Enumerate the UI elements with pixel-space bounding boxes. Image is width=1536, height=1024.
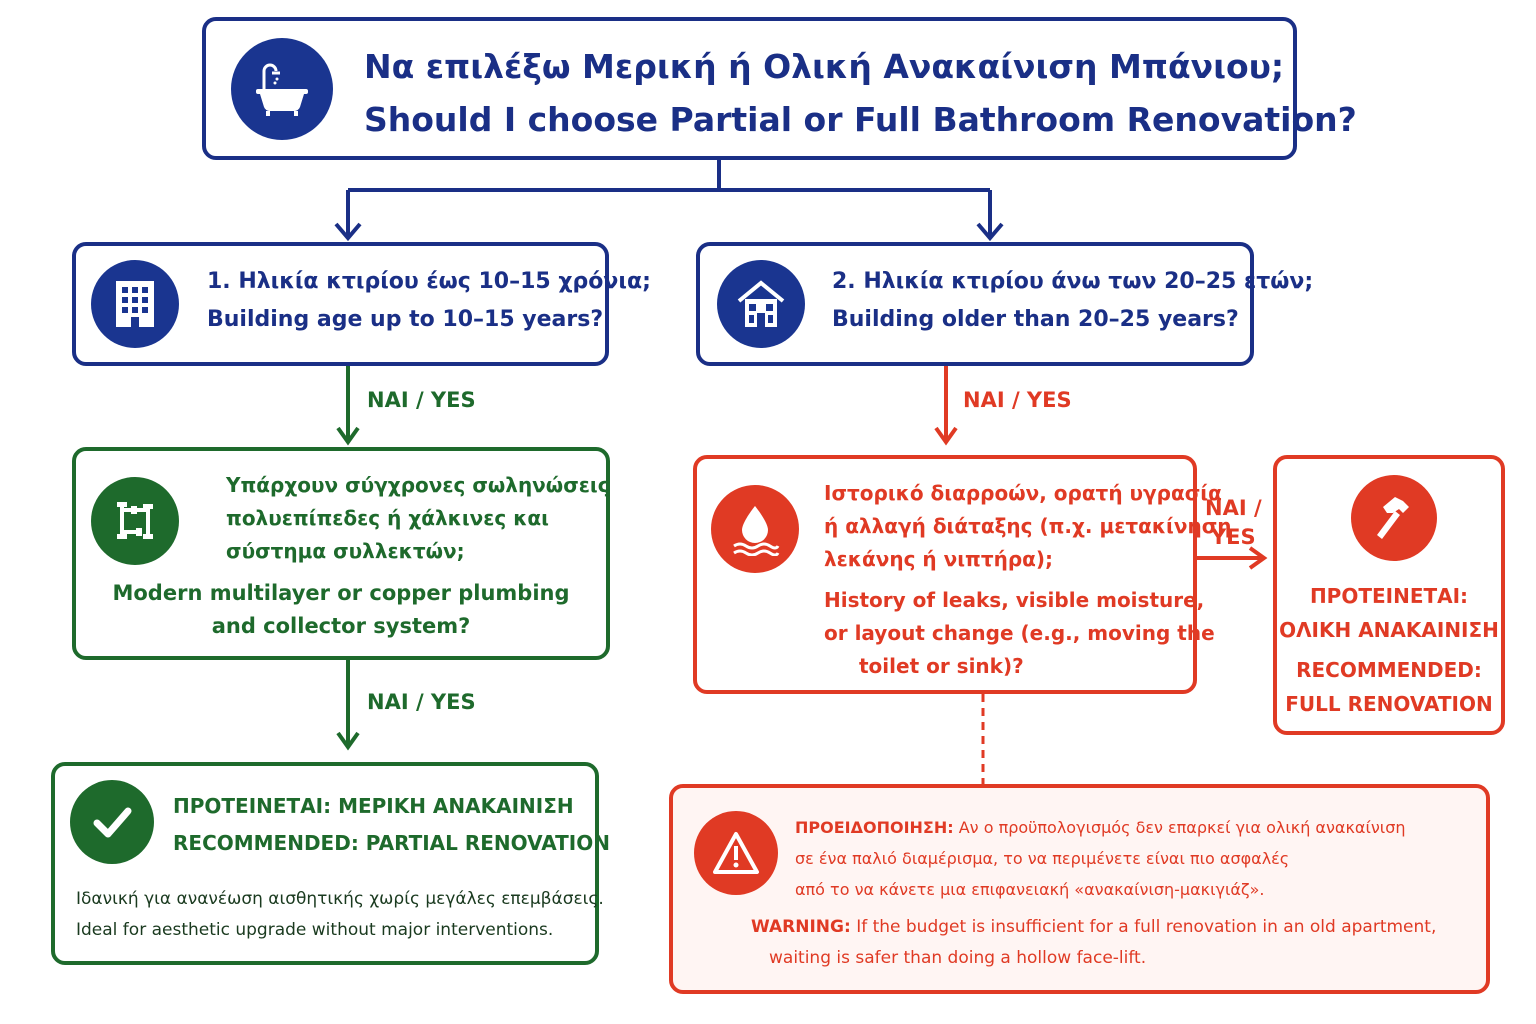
water-drop-icon — [711, 485, 799, 573]
question-building-age-young — [72, 242, 651, 366]
q1-greek: 1. Ηλικία κτιρίου έως 10–15 χρόνια; — [207, 269, 651, 294]
yes-label-4: ΝΑΙ / YES — [1205, 496, 1262, 549]
pipes-icon — [91, 477, 179, 565]
plumbing-english-text: Modern multilayer or copper plumbing and collector system? — [112, 581, 570, 638]
checkmark-icon — [70, 780, 154, 864]
title-split-connector — [348, 160, 990, 236]
page-title — [364, 40, 1357, 146]
warning-english-text: WARNING: If the budget is insufficient for a full renovation in an old apartment, waiting is safer than doing a hollow face-lift. — [751, 917, 1437, 968]
q2-text — [832, 263, 1313, 339]
partial-english-desc: Ideal for aesthetic upgrade without major interventions. — [76, 920, 554, 940]
q2-english: Building older than 20–25 years? — [832, 307, 1239, 332]
house-icon — [717, 260, 805, 348]
recommendation-partial-renovation — [51, 762, 610, 965]
partial-greek-title: ΠΡΟΤΕΙΝΕΤΑΙ: ΜΕΡΙΚΗ ΑΝΑΚΑΙΝΙΣΗ — [173, 794, 574, 818]
q1-text — [207, 263, 651, 339]
recommendation-full-renovation — [1273, 455, 1505, 735]
q1-english: Building age up to 10–15 years? — [207, 307, 604, 332]
title-english: Should I choose Partial or Full Bathroom Renovation? — [364, 100, 1357, 139]
hammer-icon — [1351, 475, 1437, 561]
title-greek: Να επιλέξω Μερική ή Ολική Ανακαίνιση Μπάνιου; — [364, 47, 1285, 86]
question-building-age-old — [696, 242, 1314, 366]
full-english-title: RECOMMENDED: FULL RENOVATION — [1285, 658, 1493, 716]
partial-greek-desc: Ιδανική για ανανέωση αισθητικής χωρίς μεγάλες επεμβάσεις. — [76, 889, 604, 909]
partial-description — [76, 884, 604, 946]
leaks-greek-text: Ιστορικό διαρροών, ορατή υγρασία ή αλλαγή διάταξης (π.χ. μετακίνηση λεκάνης ή νιπτήρα); — [824, 481, 1232, 571]
full-greek-title: ΠΡΟΤΕΙΝΕΤΑΙ: ΟΛΙΚΗ ΑΝΑΚΑΙΝΙΣΗ — [1279, 584, 1499, 642]
yes-label-1: ΝΑΙ / YES — [367, 388, 476, 412]
yes-label-3: ΝΑΙ / YES — [963, 388, 1072, 412]
title-box — [202, 17, 1357, 160]
warning-greek-text: ΠΡΟΕΙΔΟΠΟΙΗΣΗ: Αν ο προϋπολογισμός δεν επαρκεί για ολική ανακαίνιση σε ένα παλιό διαμέρισμα, το να περιμένετε είναι πιο ασφαλές από το να κάνετε μια επιφανειακή «ανακαίνιση-μακιγιάζ». — [795, 818, 1406, 899]
building-icon — [91, 260, 179, 348]
partial-english-title: RECOMMENDED: PARTIAL RENOVATION — [173, 831, 610, 855]
question-modern-plumbing — [72, 447, 610, 660]
warning-box — [669, 784, 1490, 994]
partial-title — [173, 788, 610, 862]
bathtub-icon — [231, 38, 333, 140]
yes-label-2: ΝΑΙ / YES — [367, 690, 476, 714]
question-leak-history — [693, 455, 1232, 694]
plumbing-greek-text: Υπάρχουν σύγχρονες σωληνώσεις πολυεπίπεδες ή χάλκινες και σύστημα συλλεκτών; — [226, 473, 610, 563]
leaks-english-text: History of leaks, visible moisture, or layout change (e.g., moving the toilet or sink)? — [824, 588, 1215, 678]
q2-greek: 2. Ηλικία κτιρίου άνω των 20–25 ετών; — [832, 269, 1314, 294]
warning-triangle-icon — [694, 811, 778, 895]
warning-greek-label: ΠΡΟΕΙΔΟΠΟΙΗΣΗ: — [795, 818, 954, 837]
warning-english-label: WARNING: — [751, 917, 851, 937]
